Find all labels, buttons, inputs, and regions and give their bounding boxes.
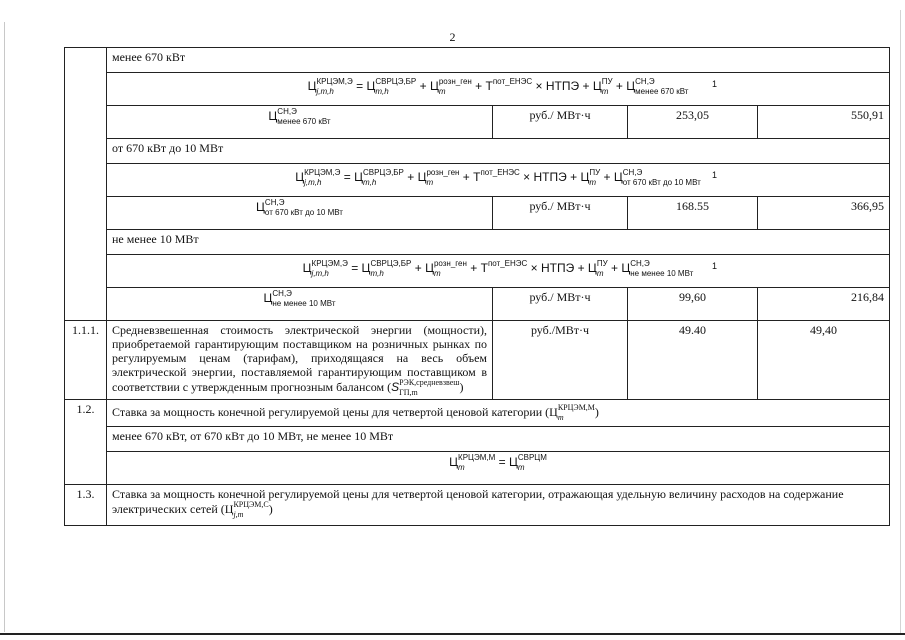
value-cell: 168.55 <box>628 197 758 230</box>
formula-row <box>65 73 890 106</box>
table-row <box>65 139 890 164</box>
row-number: 1.1.1. <box>65 321 107 400</box>
page-number: 2 <box>449 30 456 44</box>
formula-row <box>65 255 890 288</box>
description-cell: Средневзвешенная стоимость электрической энергии (мощности), приобретаемой гарантирующим поставщиком на розничных рынках по регулируемым ценам (тарифам), приходящаяся на весь объем электрической энергии, поставляемой гарантирующим поставщиком в соответствии с утвержденным прогнозным балансом (S РЭК,средневзвеш ГП,m ) <box>107 321 493 400</box>
value-cell: 253,05 <box>628 106 758 139</box>
row-number: 1.3. <box>65 485 107 526</box>
table-row <box>65 197 890 230</box>
formula-footnote: 1 <box>712 261 718 271</box>
scan-edge-left <box>4 22 5 632</box>
row-number: 1.2. <box>65 400 107 485</box>
value-cell: 550,91 <box>758 106 890 139</box>
table-row <box>65 400 890 427</box>
unit-cell: руб./МВт·ч <box>493 321 628 400</box>
formula-footnote: 1 <box>712 170 718 180</box>
subgroup-label: менее 670 кВт <box>107 48 890 73</box>
table-row <box>65 288 890 321</box>
table-row <box>65 48 890 73</box>
value-cell: 99,60 <box>628 288 758 321</box>
value-cell: 216,84 <box>758 288 890 321</box>
subgroup-label: менее 670 кВт, от 670 кВт до 10 МВт, не менее 10 МВт <box>107 427 890 452</box>
formula: Ц КРЦЭМ,М m = Ц СВРЦМ m <box>107 452 890 485</box>
value-cell: 49.40 <box>628 321 758 400</box>
number-cell <box>65 48 107 321</box>
formula: Ц КРЦЭМ,Э j,m,h = Ц СВРЦЭ,БР m,h + Ц розн_ген m + $Т^{пот\_ЕНЭС}$ × НТПЭ + Ц ПУ m + Ц СН,Э не менее 10 МВт 1 <box>107 255 890 288</box>
tariff-table <box>64 47 890 526</box>
subgroup-label: не менее 10 МВт <box>107 230 890 255</box>
unit-cell: руб./ МВт·ч <box>493 197 628 230</box>
scan-edge-bottom <box>0 633 905 635</box>
value-cell: 366,95 <box>758 197 890 230</box>
table-row <box>65 485 890 526</box>
formula: Ц КРЦЭМ,Э j,m,h = Ц СВРЦЭ,БР m,h + Ц розн_ген m + $Т^{пот\_ЕНЭС}$ × НТПЭ + Ц ПУ m + Ц СН,Э от 670 кВт до 10 МВт 1 <box>107 164 890 197</box>
table-row <box>65 106 890 139</box>
unit-cell: руб./ МВт·ч <box>493 106 628 139</box>
section-heading: Ставка за мощность конечной регулируемой цены для четвертой ценовой категории, отражающая удельную величину расходов на содержание электрических сетей (Ц КРЦЭМ,С j,m ) <box>107 485 890 526</box>
formula-row <box>65 452 890 485</box>
unit-cell: руб./ МВт·ч <box>493 288 628 321</box>
formula: Ц КРЦЭМ,Э j,m,h = Ц СВРЦЭ,БР m,h + Ц розн_ген m + $Т^{пот\_ЕНЭС}$ × НТПЭ + Ц ПУ m + Ц СН,Э менее 670 кВт 1 <box>107 73 890 106</box>
value-cell: 49,40 <box>758 321 890 400</box>
symbol-cell: Ц СН,Э не менее 10 МВт <box>107 288 493 321</box>
formula-row <box>65 164 890 197</box>
scan-edge-right <box>900 10 901 635</box>
table-row <box>65 230 890 255</box>
section-heading: Ставка за мощность конечной регулируемой цены для четвертой ценовой категории (Ц КРЦЭМ,М m ) <box>107 400 890 427</box>
table-row <box>65 321 890 400</box>
subgroup-label: от 670 кВт до 10 МВт <box>107 139 890 164</box>
symbol-cell: Ц СН,Э менее 670 кВт <box>107 106 493 139</box>
formula-footnote: 1 <box>712 79 718 89</box>
table-row <box>65 427 890 452</box>
symbol-cell: Ц СН,Э от 670 кВт до 10 МВт <box>107 197 493 230</box>
